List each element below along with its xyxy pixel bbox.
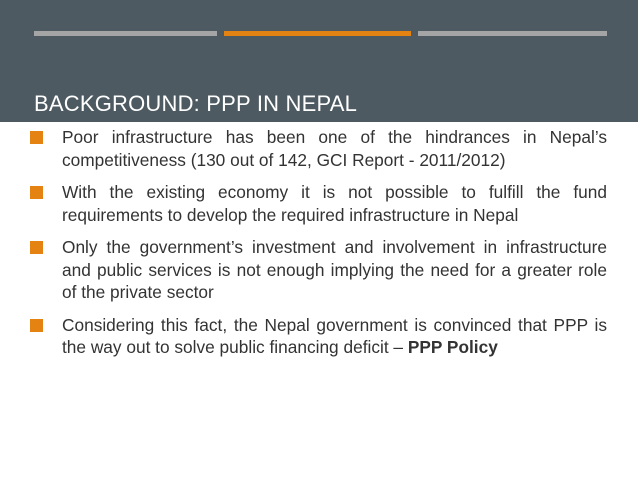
- square-bullet-icon: [30, 131, 43, 144]
- bullet-text: Poor infrastructure has been one of the hindrances in Nepal’s competitiveness (130 out of 142, GCI Report - 2011/2012): [62, 127, 607, 170]
- accent-stripe-right: [418, 31, 607, 36]
- square-bullet-icon: [30, 186, 43, 199]
- square-bullet-icon: [30, 241, 43, 254]
- bullet-item: [30, 236, 607, 304]
- accent-stripe-center: [224, 31, 411, 36]
- bullet-text: Considering this fact, the Nepal government is convinced that PPP is the way out to solve public financing deficit –: [62, 314, 607, 357]
- ppp-policy-emphasis: PPP Policy: [407, 337, 498, 357]
- bullet-item: [30, 314, 607, 359]
- bullet-text: Only the government’s investment and involvement in infrastructure and public services is not enough implying the need for a greater role of the private sector: [62, 237, 607, 302]
- square-bullet-icon: [30, 319, 43, 332]
- accent-stripe-left: [34, 31, 217, 36]
- slide-header: [0, 0, 638, 122]
- bullet-item: [30, 181, 607, 226]
- bullet-item: [30, 126, 607, 171]
- bullet-list: [30, 126, 607, 369]
- bullet-text: With the existing economy it is not possible to fulfill the fund requirements to develop the required infrastructure in Nepal: [62, 182, 607, 225]
- slide-title: BACKGROUND: PPP IN NEPAL: [34, 91, 358, 116]
